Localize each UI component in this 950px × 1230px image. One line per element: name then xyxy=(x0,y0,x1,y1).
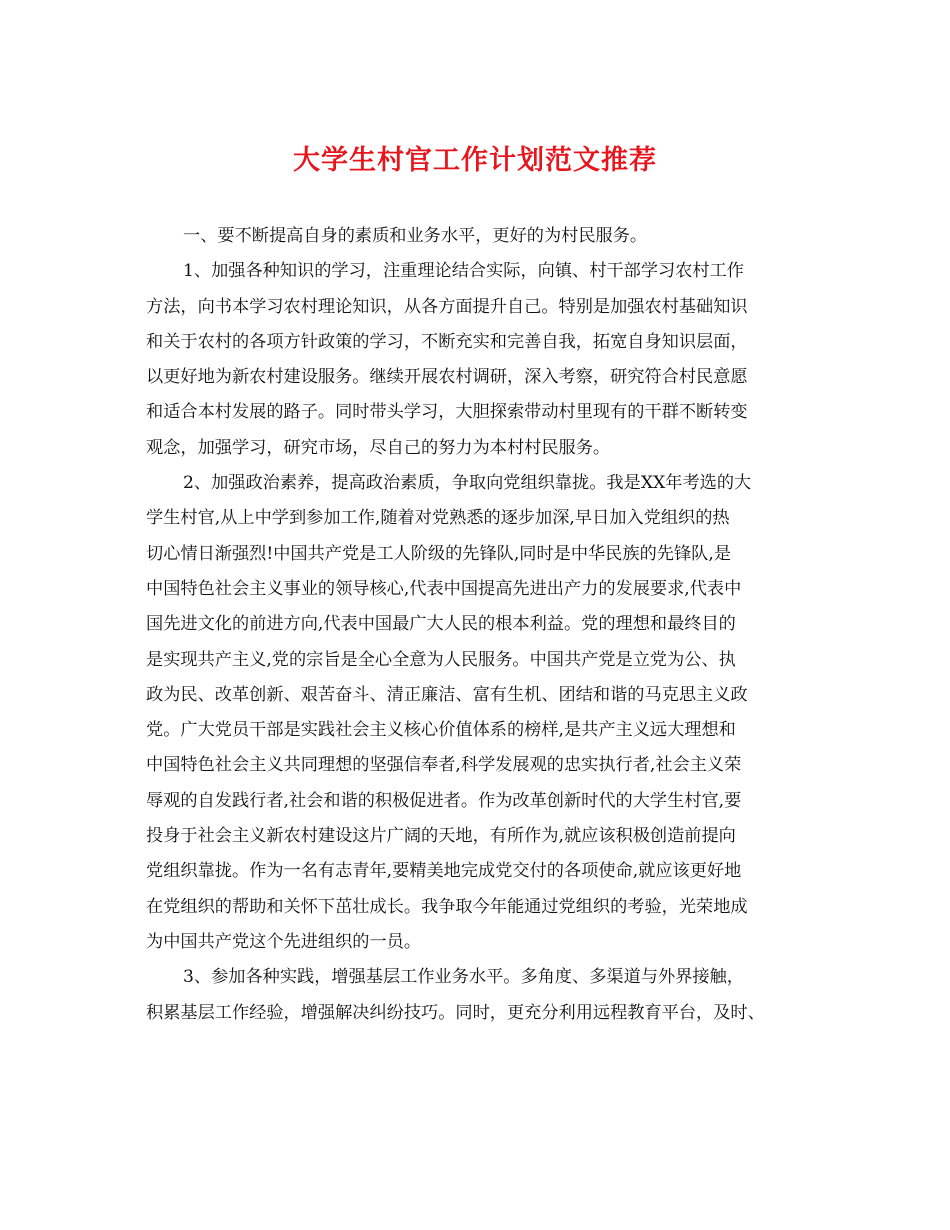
document-title: 大学生村官工作计划范文推荐 xyxy=(293,145,657,176)
text-line: 学生村官,从上中学到参加工作,随着对党熟悉的逐步加深,早日加入党组织的热 xyxy=(146,508,730,529)
text-line: 为中国共产党这个先进组织的一员。 xyxy=(146,931,422,952)
text-line: 党。广大党员干部是实践社会主义核心价值体系的榜样,是共产主义远大理想和 xyxy=(146,720,736,741)
text-line: 是实现共产主义,党的宗旨是全心全意为人民服务。中国共产党是立党为公、执 xyxy=(146,649,736,670)
text-line: 中国特色社会主义共同理想的坚强信奉者,科学发展观的忠实执行者,社会主义荣 xyxy=(146,755,742,776)
text-line: 国先进文化的前进方向,代表中国最广大人民的根本利益。党的理想和最终目的 xyxy=(146,614,736,635)
text-line: 辱观的自发践行者,社会和谐的积极促进者。作为改革创新时代的大学生村官,要 xyxy=(146,790,742,811)
text-line: 积累基层工作经验，增强解决纠纷技巧。同时，更充分利用远程教育平台，及时、 xyxy=(146,1002,765,1023)
text-line: 1、加强各种知识的学习，注重理论结合实际，向镇、村干部学习农村工作 xyxy=(183,261,744,282)
text-line: 和关于农村的各项方针政策的学习，不断充实和完善自我，拓宽自身知识层面， xyxy=(146,331,748,352)
text-line: 党组织靠拢。作为一名有志青年,要精美地完成党交付的各项使命,就应该更好地 xyxy=(146,861,742,882)
text-line: 政为民、改革创新、艰苦奋斗、清正廉洁、富有生机、团结和谐的马克思主义政 xyxy=(146,684,748,705)
text-line: 观念，加强学习，研究市场，尽自己的努力为本村村民服务。 xyxy=(146,437,611,458)
text-line: 投身于社会主义新农村建设这片广阔的天地，有所作为,就应该积极创造前提向 xyxy=(146,826,736,847)
document-body xyxy=(146,219,806,1031)
text-line: 3、参加各种实践，增强基层工作业务水平。多角度、多渠道与外界接触， xyxy=(183,967,744,988)
text-line: 中国特色社会主义事业的领导核心,代表中国提高先进出产力的发展要求,代表中 xyxy=(146,578,742,599)
text-line: 在党组织的帮助和关怀下茁壮成长。我争取今年能通过党组织的考验，光荣地成 xyxy=(146,896,748,917)
text-line: 以更好地为新农村建设服务。继续开展农村调研，深入考察，研究符合村民意愿 xyxy=(146,367,748,388)
text-line: 切心情日渐强烈!中国共产党是工人阶级的先锋队,同时是中华民族的先锋队,是 xyxy=(146,543,732,564)
text-line: 一、要不断提高自身的素质和业务水平，更好的为村民服务。 xyxy=(183,226,648,246)
text-line: 和适合本村发展的路子。同时带头学习，大胆探索带动村里现有的干群不断转变 xyxy=(146,402,748,423)
text-line: 方法，向书本学习农村理论知识，从各方面提升自己。特别是加强农村基础知识 xyxy=(146,296,748,317)
text-line: 2、加强政治素养，提高政治素质，争取向党组织靠拢。我是XX年考选的大 xyxy=(183,473,752,494)
